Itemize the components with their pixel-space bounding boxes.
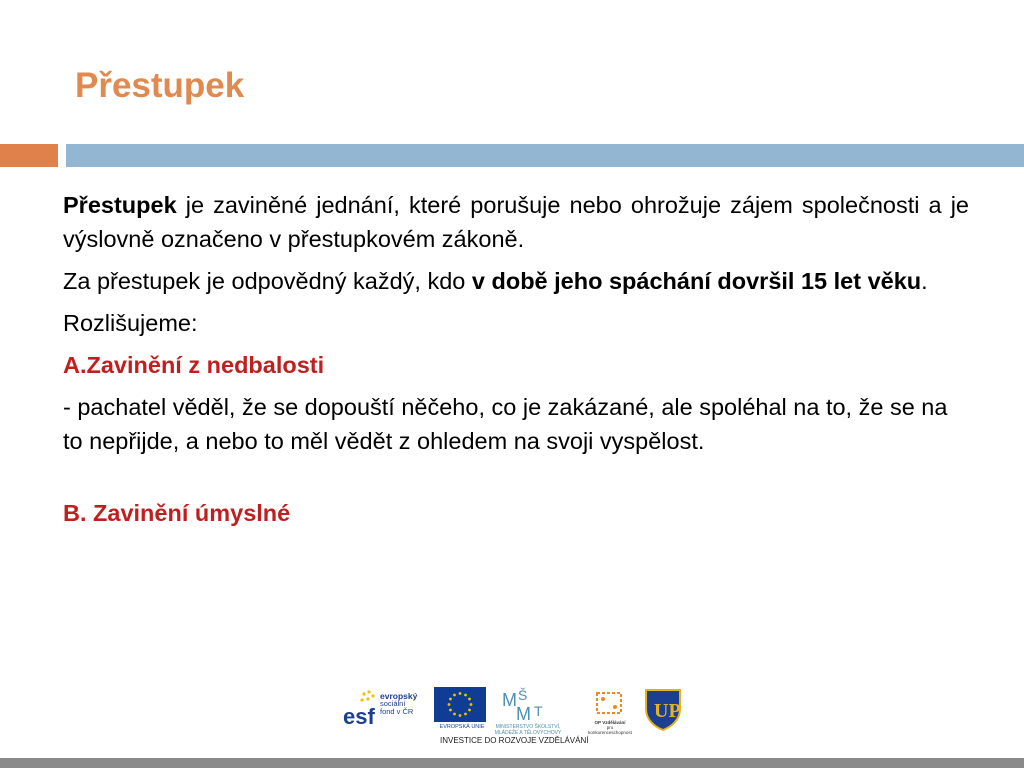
msmt-line-1: MINISTERSTVO ŠKOLSTVÍ, (495, 724, 561, 730)
op-line-2: pro konkurenceschopnost (588, 725, 632, 735)
responsibility-age: v době jeho spáchání dovršil 15 let věku (471, 268, 922, 294)
heading-intent: B. Zavinění úmyslné (63, 500, 291, 526)
heading-negligence: A.Zavinění z nedbalosti (63, 352, 325, 378)
msmt-label (490, 724, 566, 736)
responsibility-paragraph (63, 264, 969, 298)
bottom-bar (0, 758, 1024, 768)
distinguish-label: Rozlišujeme: (63, 310, 198, 336)
definition-term: Přestupek (63, 192, 177, 218)
eu-label: EVROPSKÁ UNIE (439, 724, 485, 730)
svg-text:UP: UP (654, 700, 681, 722)
negligence-description: - pachatel věděl, že se dopouští něčeho, co je zakázané, ale spoléhal na to, že se na to nepřijde, a nebo to měl vědět z ohledem na svoji vyspělost. (63, 394, 948, 454)
esf-logo-text (380, 692, 417, 716)
slide-body (63, 188, 969, 538)
title-underline-orange (0, 144, 58, 167)
slide-title: Přestupek (75, 66, 245, 105)
op-label (588, 720, 632, 735)
svg-text:M: M (502, 690, 517, 710)
responsibility-text: Za přestupek je odpovědný každý, kdo (63, 268, 472, 294)
spacer (63, 466, 969, 496)
svg-text:esf: esf (343, 704, 375, 728)
title-underline-blue (66, 144, 1024, 167)
esf-logo-icon (342, 688, 378, 728)
svg-text:Š: Š (518, 687, 528, 703)
esf-line-2: sociální (380, 699, 406, 708)
msmt-line-2: MLÁDEŽE A TĚLOVÝCHOVY (494, 730, 562, 736)
responsibility-end: . (921, 268, 928, 294)
svg-text:T: T (534, 703, 543, 719)
investment-caption: INVESTICE DO ROZVOJE VZDĚLÁVÁNÍ (440, 736, 589, 745)
definition-text: je zaviněné jednání, které porušuje nebo ohrožuje zájem společnosti a je výslovně označeno v přestupkovém zákoně. (63, 192, 969, 252)
eu-flag-icon (434, 687, 486, 722)
esf-line-1: evropský (380, 691, 418, 701)
op-line-1: OP Vzdělávání (594, 720, 626, 725)
definition-paragraph (63, 188, 969, 256)
university-crest-icon (643, 687, 683, 731)
svg-text:M: M (516, 704, 531, 724)
esf-line-3: fond v ČR (380, 707, 414, 716)
msmt-logo-icon (496, 686, 558, 726)
op-logo-icon (592, 688, 626, 718)
funding-logos (340, 686, 688, 748)
